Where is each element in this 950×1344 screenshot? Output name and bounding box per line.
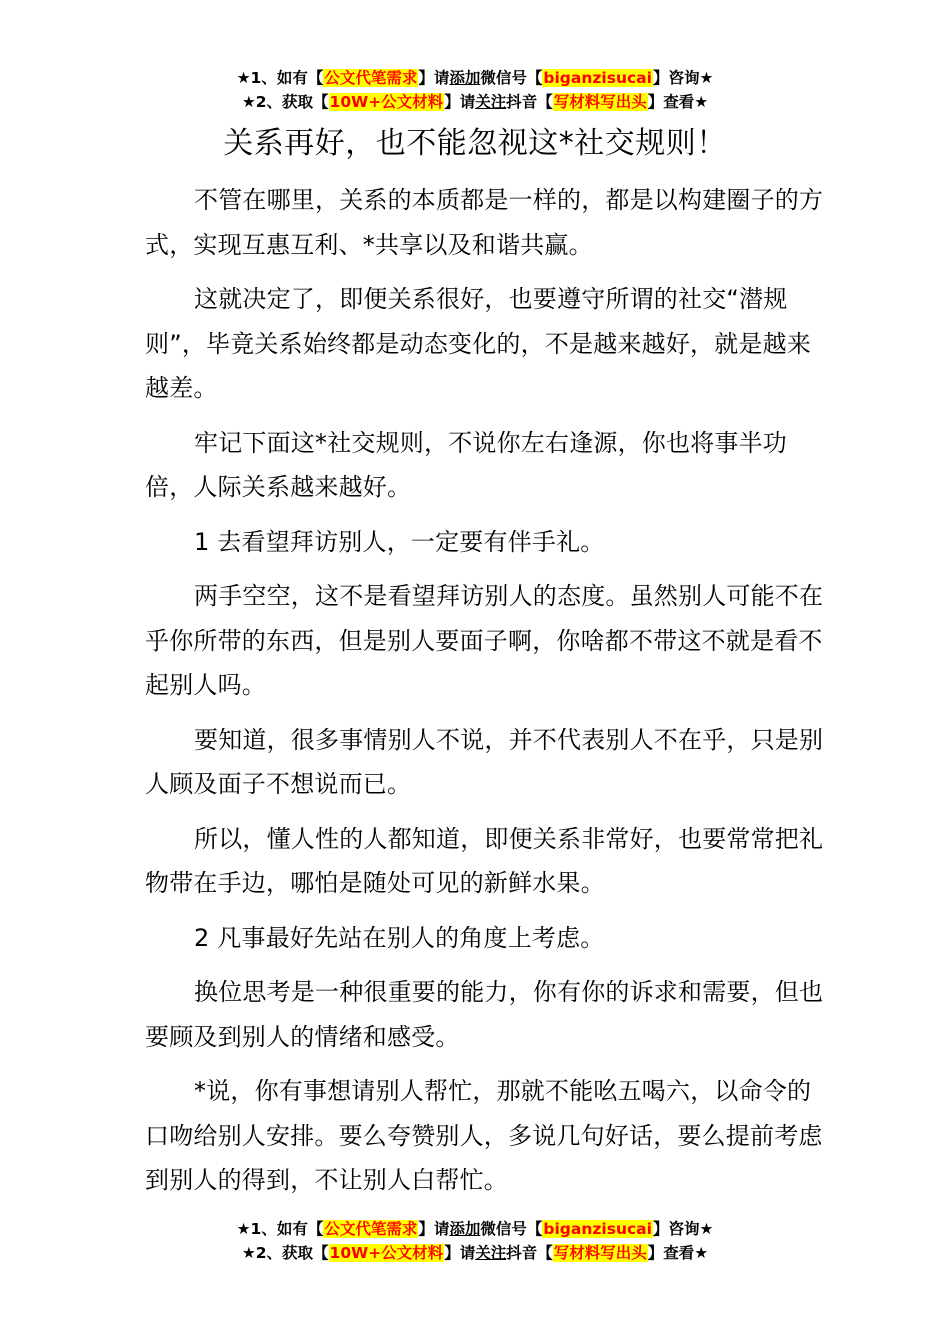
banner-text: ★1、如有【 xyxy=(236,69,324,87)
banner-text: 抖音【 xyxy=(506,93,553,111)
banner-highlight: 公文代笔需求 xyxy=(324,69,418,87)
banner-text: 】查看★ xyxy=(647,1244,709,1262)
banner-underlined: 关注 xyxy=(475,1244,507,1262)
section-heading: 2 凡事最好先站在别人的角度上考虑。 xyxy=(194,923,605,952)
banner-douyin-id: 写材料写出头 xyxy=(553,93,647,111)
banner-underlined: 添加 xyxy=(449,1220,481,1238)
banner-text: 抖音【 xyxy=(506,1244,553,1262)
paragraph: 两手空空，这不是看望拜访别人的态度。虽然别人可能不在乎你所带的东西，但是别人要面子啊，你啥都不带这不就是看不起别人吗。 xyxy=(145,582,824,699)
footer-banner xyxy=(0,1217,950,1265)
banner-text: 】请 xyxy=(418,69,450,87)
article-title: 关系再好，也不能忽视这*社交规则！ xyxy=(223,126,727,161)
paragraph: 换位思考是一种很重要的能力，你有你的诉求和需要，但也要顾及到别人的情绪和感受。 xyxy=(145,978,824,1051)
banner-douyin-id: 写材料写出头 xyxy=(553,1244,647,1262)
article-body xyxy=(145,178,835,1213)
banner-text: 】请 xyxy=(444,93,476,111)
banner-text: ★2、获取【 xyxy=(241,1244,329,1262)
banner-line-1 xyxy=(0,1217,950,1241)
banner-line-1 xyxy=(0,66,950,90)
banner-wechat-id: biganzisucai xyxy=(543,69,652,87)
banner-text: 】请 xyxy=(418,1220,450,1238)
banner-text: 微信号【 xyxy=(480,69,543,87)
header-banner xyxy=(0,66,950,114)
banner-text: 】查看★ xyxy=(647,93,709,111)
banner-line-2 xyxy=(0,1241,950,1265)
banner-text: ★2、获取【 xyxy=(241,93,329,111)
paragraph: 所以，懂人性的人都知道，即便关系非常好，也要常常把礼物带在手边，哪怕是随处可见的新鲜水果。 xyxy=(145,824,824,897)
banner-text: ★1、如有【 xyxy=(236,1220,324,1238)
banner-wechat-id: biganzisucai xyxy=(543,1220,652,1238)
banner-underlined: 关注 xyxy=(475,93,507,111)
paragraph: 不管在哪里，关系的本质都是一样的，都是以构建圈子的方式，实现互惠互利、*共享以及和谐共赢。 xyxy=(145,186,824,259)
paragraph: *说，你有事想请别人帮忙，那就不能吆五喝六，以命令的口吻给别人安排。要么夸赞别人，多说几句好话，要么提前考虑到别人的得到，不让别人白帮忙。 xyxy=(145,1077,823,1194)
banner-text: 】咨询★ xyxy=(652,1220,714,1238)
banner-text: 】请 xyxy=(444,1244,476,1262)
banner-text: 】咨询★ xyxy=(652,69,714,87)
banner-highlight: 公文代笔需求 xyxy=(324,1220,418,1238)
banner-underlined: 添加 xyxy=(449,69,481,87)
paragraph: 牢记下面这*社交规则，不说你左右逢源，你也将事半功倍，人际关系越来越好。 xyxy=(145,428,787,501)
paragraph: 这就决定了，即便关系很好，也要遵守所谓的社交“潜规则”，毕竟关系始终都是动态变化的，不是越来越好，就是越来越差。 xyxy=(145,285,812,402)
banner-line-2 xyxy=(0,90,950,114)
banner-text: 微信号【 xyxy=(480,1220,543,1238)
section-heading: 1 去看望拜访别人，一定要有伴手礼。 xyxy=(194,527,605,556)
banner-highlight: 10W+公文材料 xyxy=(329,93,444,111)
banner-highlight: 10W+公文材料 xyxy=(329,1244,444,1262)
paragraph: 要知道，很多事情别人不说，并不代表别人不在乎，只是别人顾及面子不想说而已。 xyxy=(145,725,824,798)
